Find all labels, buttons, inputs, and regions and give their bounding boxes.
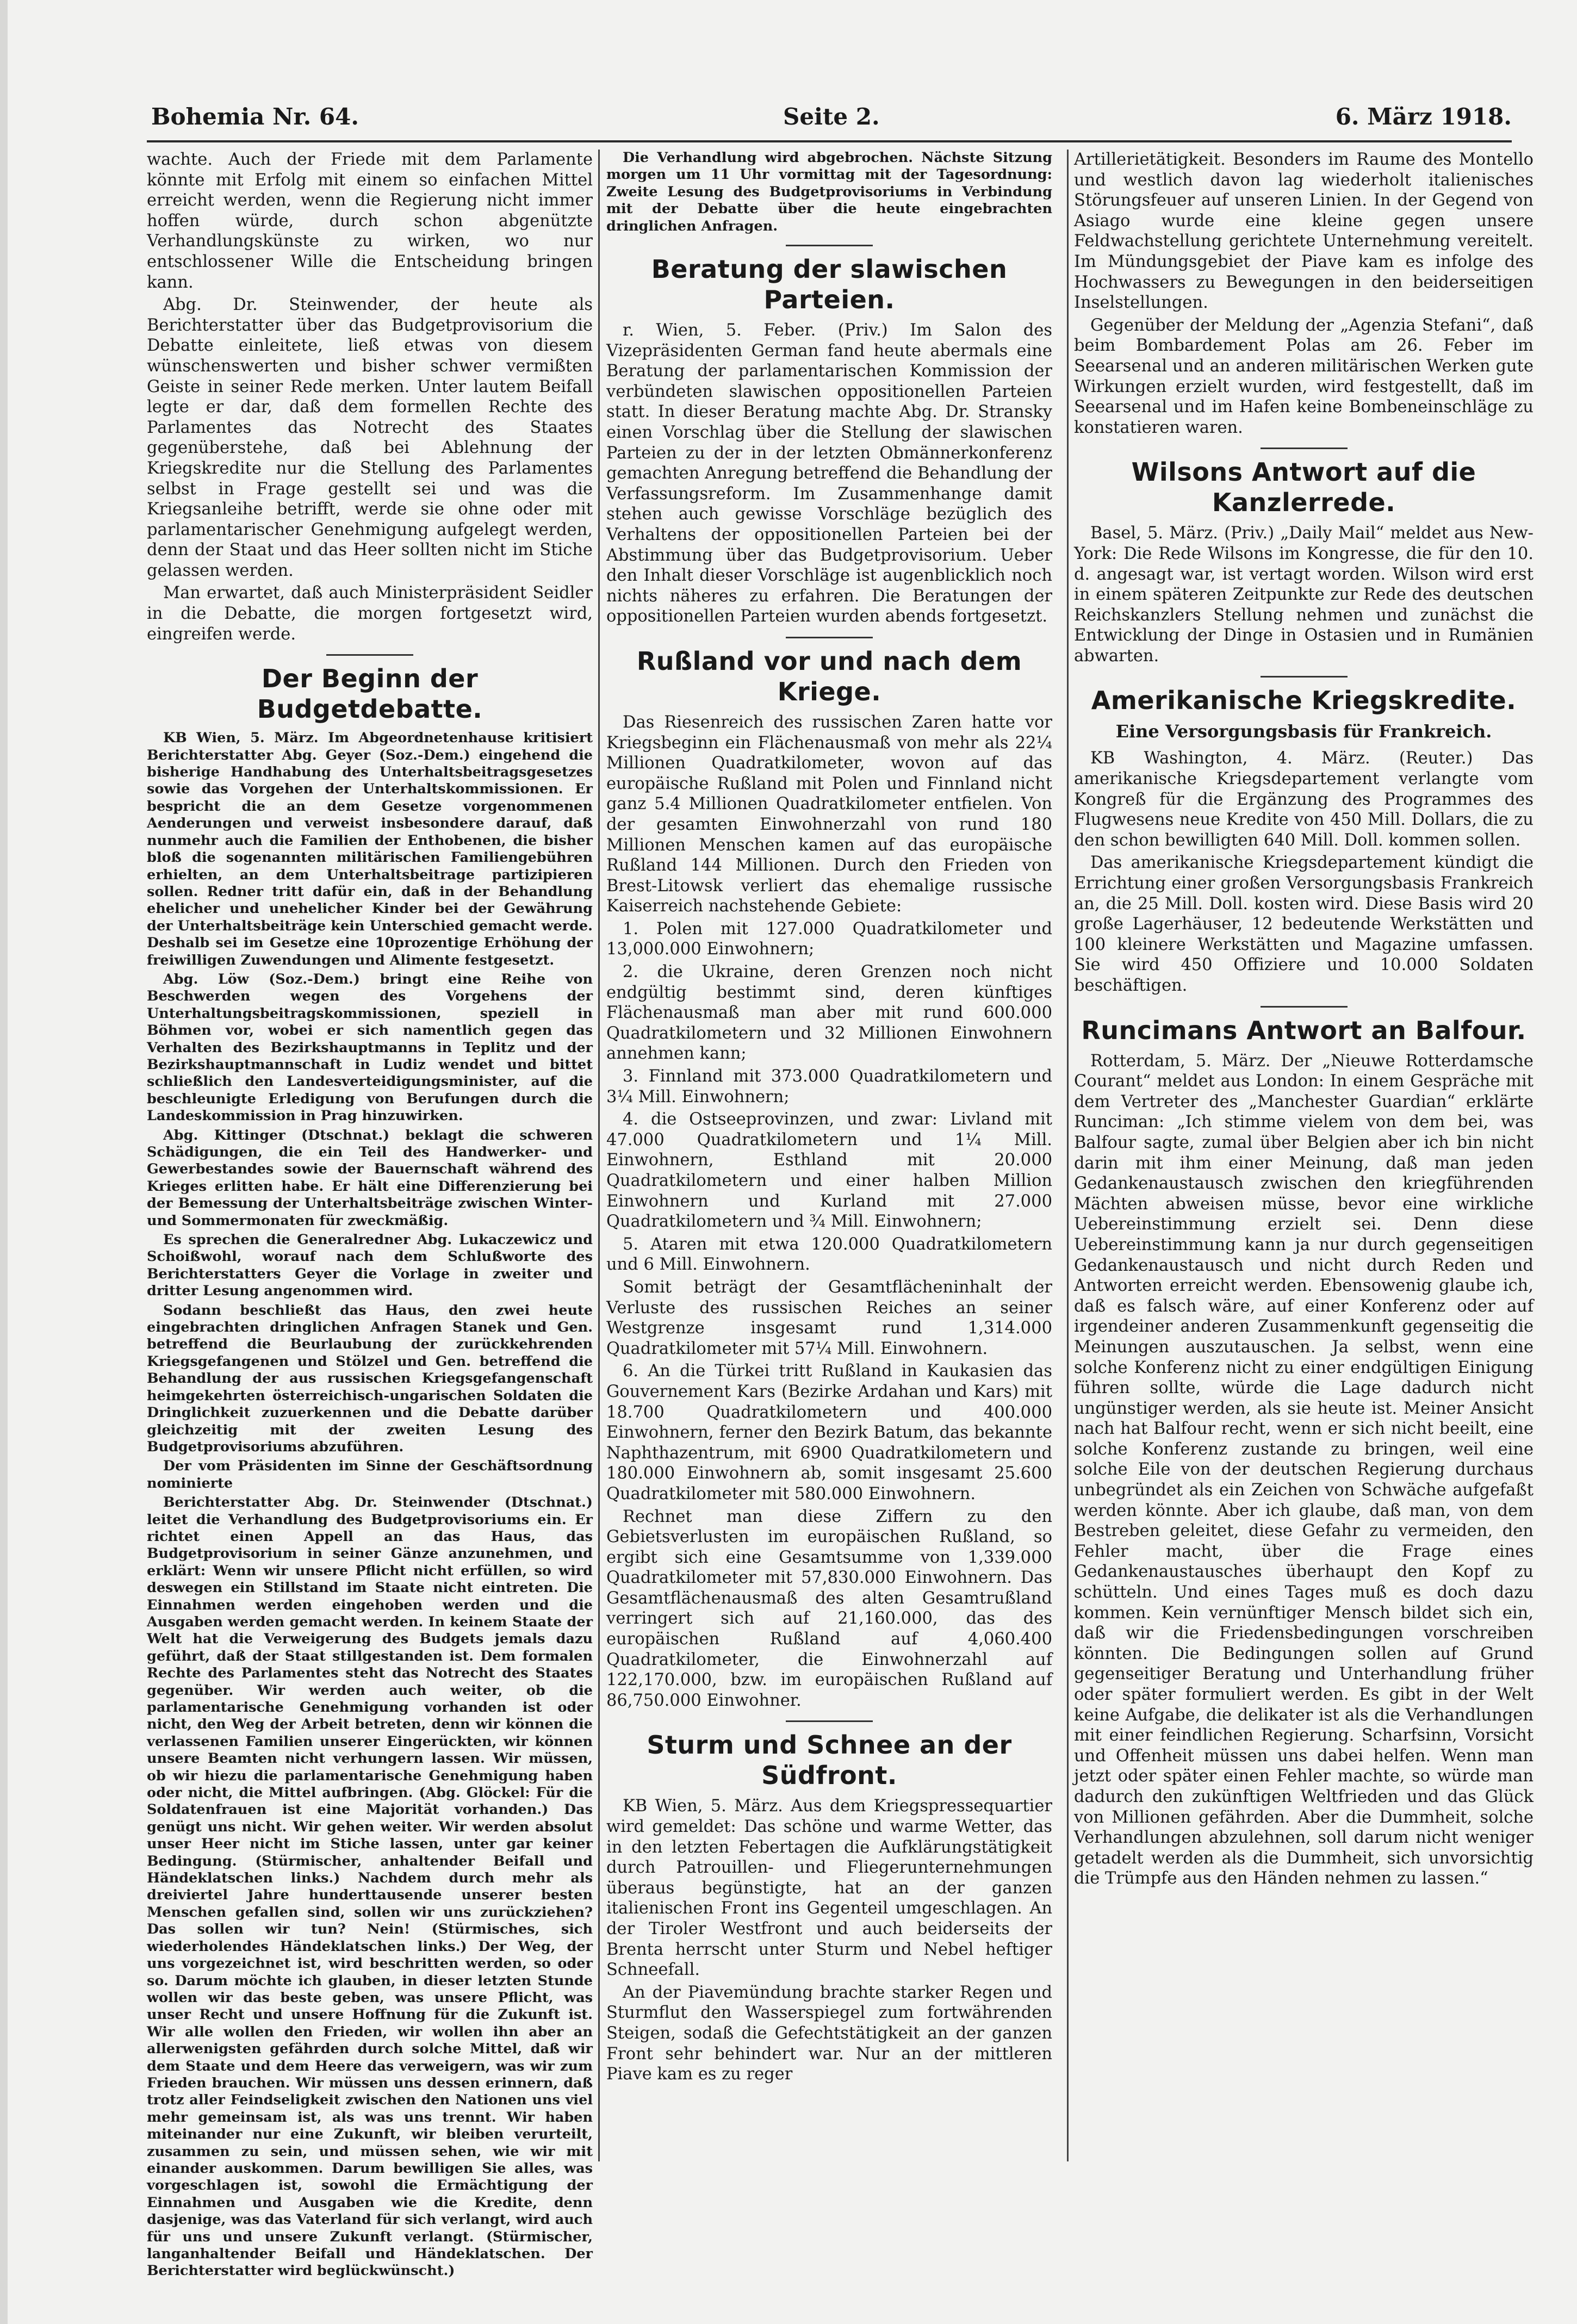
report-paragraph: Die Verhandlung wird abgebrochen. Nächste Sitzung morgen um 11 Uhr vormittag mit der Tagesordnung: Zweite Lesung des Budgetprovisoriums in Verbindung mit der Debatte über die heute eingebrachten dringlichen Anfragen. — [606, 150, 1052, 234]
page-edge — [0, 0, 8, 2324]
headline-budgetdebatte: Der Beginn der Budgetdebatte. — [257, 664, 483, 724]
headline-russland: Rußland vor und nach dem Kriege. — [636, 646, 1022, 706]
header-newspaper-issue: Bohemia Nr. 64. — [151, 103, 359, 130]
column-2 — [606, 150, 1052, 2172]
article-paragraph: Artillerietätigkeit. Besonders im Raume des Montello und westlich davon lag wiederholt italienisches Störungsfeuer auf unseren Linien. In der Gegend von Asiago wurde eine kleine gegen unsere Feldwachstellung gerichtete Unternehmung vereitelt. Im Mündungsgebiet der Piave kam es infolge des Hochwassers zu Bewegungen in den beiderseitigen Inselstellungen. — [1074, 150, 1533, 313]
headline-suedfront: Sturm und Schnee an der Südfront. — [647, 1730, 1012, 1791]
article-paragraph: KB Washington, 4. März. (Reuter.) Das amerikanische Kriegsdepartement verlangte vom Kongreß für die Ergänzung des Programmes des Flugwesens neue Kredite von 450 Mill. Dollars, die zu den schon bewilligten 640 Mill. Doll. kommen sollen. — [1074, 749, 1533, 850]
header-page-number: Seite 2. — [783, 103, 880, 130]
article-paragraph: KB Wien, 5. März. Aus dem Kriegspressequartier wird gemeldet: Das schöne und warme Wetter, das in den letzten Febertagen die Aufklärungstätigkeit durch Patrouillen- und Fliegerunternehmungen überaus begünstigte, hat an der ganzen italienischen Front ins Gegenteil umgeschlagen. An der Tiroler Westfront und auch beiderseits der Brenta herrscht unter Sturm und Nebel heftiger Schneefall. — [606, 1797, 1052, 1980]
section-separator — [326, 654, 413, 656]
section-separator — [1261, 448, 1348, 449]
section-separator — [1261, 676, 1348, 678]
article-paragraph: r. Wien, 5. Feber. (Priv.) Im Salon des Vizepräsidenten German fand heute abermals eine Beratung der parlamentarischen Kommission der verbündeten slawischen oppositionellen Parteien statt. In dieser Beratung machte Abg. Dr. Stransky einen Vorschlag über die Stellung der slawischen Parteien zu der in der letzten Obmännerkonferenz gemachten Anregung betreffend die Behandlung der Verfassungsreform. Im Zusammenhange damit stehen auch gewisse Vorschläge bezüglich des Verhaltens der oppositionellen Parteien bei der Abstimmung über das Budgetprovisorium. Ueber den Inhalt dieser Vorschläge ist augenblicklich noch nichts näheres zu erfahren. Die Beratungen der oppositionellen Parteien wurden abends fortgesetzt. — [606, 321, 1052, 626]
list-item: 4. die Ostseeprovinzen, und zwar: Livland mit 47.000 Quadratkilometern und 1¼ Mill. Einwohnern, Esthland mit 20.000 Quadratkilometern und einer halben Million Einwohnern und Kurland mit 27.000 Quadratkilometern und ¾ Mill. Einwohnern; — [606, 1110, 1052, 1232]
article-paragraph: Somit beträgt der Gesamtflächeninhalt der Verluste des russischen Reiches an seiner Westgrenze insgesamt rund 1,314.000 Quadratkilometer mit 57¼ Mill. Einwohnern. — [606, 1277, 1052, 1358]
report-paragraph: Abg. Kittinger (Dtschnat.) beklagt die schweren Schädigungen, die ein Teil des Handwerker- und Gewerbestandes sowie der Bauernschaft während des Krieges erlitten habe. Er hält eine Differenzierung bei der Bemessung der Unterhaltsbeiträge zwischen Winter- und Sommermonaten für zweckmäßig. — [147, 1127, 593, 1229]
column-1 — [147, 150, 593, 2279]
article-paragraph: Man erwartet, daß auch Ministerpräsident Seidler in die Debatte, die morgen fortgesetzt wird, eingreifen werde. — [147, 583, 593, 644]
header-rule — [147, 140, 1512, 142]
article-paragraph: Rechnet man diese Ziffern zu den Gebietsverlusten im europäischen Rußland, so ergibt sich eine Gesamtsumme von 1,339.000 Quadratkilometer mit 57,830.000 Einwohnern. Das Gesamtflächenausmaß des alten Gesamtrußland verringert sich auf 21,160.000, das des europäischen Rußland auf 4,060.400 Quadratkilometer, die Einwohnerzahl auf 122,170.000, bzw. im europäischen Rußland auf 86,750.000 Einwohner. — [606, 1507, 1052, 1710]
article-paragraph: Rotterdam, 5. März. Der „Nieuwe Rotterdamsche Courant“ meldet aus London: In einem Gespräche mit dem Vertreter des „Manchester Guardian“ erklärte Runciman: „Ich stimme vielem von dem bei, was Balfour sagte, zumal über Belgien aber ich bin nicht darin mit ihm einer Meinung, daß man jeden Gedankenaustausch zwischen den kriegführenden Mächten abweisen müsse, bevor eine wirkliche Uebereinstimmung erzielt sei. Denn diese Uebereinstimmung kann ja nur durch gegenseitigen Gedankenaustausch und nicht durch Reden und Antworten erreicht werden. Ebensowenig glaube ich, daß es falsch wäre, auf einer Konferenz oder auf irgendeiner anderen Zusammenkunft gegenseitig die Meinungen auszutauschen. Ja selbst, wenn eine solche Konferenz nicht zu einer endgültigen Einigung führen sollte, würde die Lage dadurch nicht ungünstiger werden, als sie heute ist. Meiner Ansicht nach hat Balfour recht, wenn er sich nicht beeilt, eine solche Konferenz zustande zu bringen, weil eine solche Eile von der deutschen Regierung durchaus unbegründet als ein Zeichen von Schwäche aufgefaßt werden könnte. Aber ich glaube, daß man, von dem Bestreben geleitet, diese Gefahr zu vermeiden, den Fehler macht, über die Frage eines Gedankenaustausches überhaupt den Kopf zu schütteln. Und eines Tages muß es doch dazu kommen. Kein vernünftiger Mensch bildet sich ein, daß wir die Friedensbedingungen vorschreiben könnten. Die Bedingungen sollen auf Grund gegenseitiger Beratung und Unterhandlung früher oder später formuliert werden. Es gibt in der Welt keine Aufgabe, die delikater ist als die Verhandlungen mit einer feindlichen Regierung. Scharfsinn, Vorsicht und Offenheit müssen uns dabei helfen. Wenn man jetzt oder später einen Fehler machte, so würde man dadurch den zukünftigen Weltfrieden und das Glück von Millionen gefährden. Aber die Dummheit, solche Verhandlungen abzulehnen, soll darum nicht weniger getadelt werden als die Dummheit, sich unvorsichtig die Trümpfe aus den Händen nehmen zu lassen.“ — [1074, 1051, 1533, 1888]
page-header — [125, 103, 1512, 141]
article-paragraph: wachte. Auch der Friede mit dem Parlamente könnte mit Erfolg mit einem so einfachen Mittel erreicht werden, wenn die Regierung nicht immer hoffen würde, durch schon abgenützte Verhandlungskünste zu wirken, wo nur entschlossener Wille die Entscheidung bringen kann. — [147, 150, 593, 292]
article-paragraph: Basel, 5. März. (Priv.) „Daily Mail“ meldet aus New-York: Die Rede Wilsons im Kongresse, die für den 10. d. angesagt war, ist vertagt worden. Wilson wird erst in einem späteren Zeitpunkte zur Rede des deutschen Reichskanzlers Stellung nehmen und zunächst die Entwicklung der Dinge in Ostasien und in Rumänien abwarten. — [1074, 524, 1533, 666]
list-item: 3. Finnland mit 373.000 Quadratkilometern und 3¼ Mill. Einwohnern; — [606, 1067, 1052, 1107]
header-date: 6. März 1918. — [1335, 103, 1512, 130]
headline-kriegskredite: Amerikanische Kriegskredite. — [1091, 686, 1517, 716]
section-separator — [786, 245, 873, 246]
list-item: 6. An die Türkei tritt Rußland in Kaukasien das Gouvernement Kars (Bezirke Ardahan und Kars) mit 18.700 Quadratkilometern und 400.000 Einwohnern, ferner den Bezirk Batum, das bekannte Naphthazentrum, mit 6900 Quadratkilometern und 180.000 Einwohnern ab, somit insgesamt 25.600 Quadratkilometer mit 580.000 Einwohnern. — [606, 1362, 1052, 1503]
report-paragraph: Abg. Löw (Soz.-Dem.) bringt eine Reihe von Beschwerden wegen des Vorgehens der Unterhaltungsbeitragskommissionen, speziell in Böhmen vor, wobei er sich namentlich gegen das Verhalten des Bezirkshauptmanns in Teplitz und der Bezirkshauptmannschaft in Ludiz wendet und bittet schließlich den Landesverteidigungsminister, auf die beschleunigte Erledigung von Berufungen durch die Landeskommission in Prag hinzuwirken. — [147, 971, 593, 1124]
article-paragraph: Abg. Dr. Steinwender, der heute als Berichterstatter über das Budgetprovisorium die Debatte einleitete, ließ etwas von diesem wünschenswerten und bisher schwer vermißten Geiste in seiner Rede merken. Unter lautem Beifall legte er dar, daß dem formellen Rechte des Parlamentes das Notrecht des Staates gegenüberstehe, daß bei Ablehnung der Kriegskredite nur die Stellung des Parlamentes selbst in Frage gestellt sei und was die Kriegsanleihe betrifft, werde sie ohne oder mit parlamentarischer Genehmigung aufgelegt werden, denn der Staat und das Heer sollten nicht im Stiche gelassen werden. — [147, 295, 593, 580]
article-paragraph: An der Piavemündung brachte starker Regen und Sturmflut den Wasserspiegel zum fortwährenden Steigen, sodaß die Gefechtstätigkeit an der ganzen Front sehr behindert war. Nur an der mittleren Piave kam es zu reger — [606, 1983, 1052, 2084]
report-paragraph: Der vom Präsidenten im Sinne der Geschäftsordnung nominierte — [147, 1458, 593, 1492]
report-paragraph: Berichterstatter Abg. Dr. Steinwender (Dtschnat.) leitet die Verhandlung des Budgetprovisoriums ein. Er richtet einen Appell an das Haus, das Budgetprovisorium in seiner Gänze anzunehmen, und erklärt: Wenn wir unsere Pflicht nicht erfüllen, so wird deswegen ein Stillstand im Staate nicht eintreten. Die Einnahmen werden eingehoben werden und die Ausgaben werden gemacht werden. In keinem Staate der Welt hat die Verweigerung des Budgets jemals dazu geführt, daß der Staat stillgestanden ist. Dem formalen Rechte des Parlamentes steht das Notrecht des Staates gegenüber. Wir werden auch weiter, ob die parlamentarische Genehmigung vorhanden ist oder nicht, den Weg der Arbeit betreten, denn wir können die verlassenen Familien unserer Eingerückten, wir können unsere Beamten nicht verhungern lassen. Wir müssen, ob wir hiezu die parlamentarische Genehmigung haben oder nicht, die Mittel aufbringen. (Abg. Glöckel: Für die Soldatenfrauen ist eine Majorität vorhanden.) Das genügt uns nicht. Wir gehen weiter. Wir werden absolut unser Heer nicht im Stiche lassen, unter gar keiner Bedingung. (Stürmischer, anhaltender Beifall und Händeklatschen links.) Nachdem durch mehr als dreiviertel Jahre hunderttausende unserer besten Menschen gefallen sind, sollen wir uns zurückziehen? Das sollen wir tun? Nein! (Stürmisches, sich wiederholendes Händeklatschen links.) Der Weg, der uns vorgezeichnet ist, wird beschritten werden, so oder so. Darum möchte ich glauben, in dieser letzten Stunde wollen wir das beste geben, was unsere Pflicht, was unser Recht und unsere Hoffnung für die Zukunft ist. Wir alle wollen den Frieden, wir wollen ihn aber an allerwenigsten gefährden durch solche Mittel, daß wir dem Staate und dem Heere das verweigern, was wir zum Frieden brauchen. Wir müssen uns dessen erinnern, daß trotz aller Feindseligkeit zwischen den Nationen uns viel mehr gemeinsam ist, als was uns trennt. Wir haben miteinander nur eine Zukunft, wir bleiben verurteilt, zusammen zu sein, und müssen sehen, wie wir mit einander auskommen. Darum bewilligen Sie alles, was vorgeschlagen ist, sowohl die Ermächtigung der Einnahmen und Ausgaben wie die Kredite, denn dasjenige, was das Vaterland für sich verlangt, wird auch für uns und unsere Zukunft verlangt. (Stürmischer, langanhaltender Beifall und Händeklatschen. Der Berichterstatter wird beglückwünscht.) — [147, 1494, 593, 2279]
report-paragraph: Es sprechen die Generalredner Abg. Lukaczewicz und Schoißwohl, worauf nach dem Schlußworte des Berichterstatters Geyer die Vorlage in zweiter und dritter Lesung angenommen wird. — [147, 1232, 593, 1300]
subheadline-versorgungsbasis: Eine Versorgungsbasis für Frankreich. — [1115, 721, 1492, 742]
column-rule-1 — [598, 150, 600, 2161]
article-paragraph: Das Riesenreich des russischen Zaren hatte vor Kriegsbeginn ein Flächenausmaß von mehr als 22¼ Millionen Quadratkilometer, wovon auf das europäische Rußland mit Polen und Finnland nicht ganz 5.4 Millionen Quadratkilometer entfielen. Von der gesamten Einwohnerzahl von rund 180 Millionen Menschen kamen auf das europäische Rußland 144 Millionen. Durch den Frieden von Brest-Litowsk verliert das ehemalige russische Kaiserreich nachstehende Gebiete: — [606, 712, 1052, 916]
article-paragraph: Das amerikanische Kriegsdepartement kündigt die Errichtung einer großen Versorgungsbasis Frankreich an, die 25 Mill. Doll. kosten wird. Diese Basis wird 20 große Lagerhäuser, 12 bedeutende Werkstätten und 100 kleinere Werkstätten und Magazine umfassen. Sie wird 450 Offiziere und 10.000 Soldaten beschäftigen. — [1074, 853, 1533, 995]
headline-wilson: Wilsons Antwort auf die Kanzlerrede. — [1131, 457, 1476, 518]
list-item: 5. Ataren mit etwa 120.000 Quadratkilometern und 6 Mill. Einwohnern. — [606, 1234, 1052, 1275]
column-3 — [1074, 150, 1533, 2172]
article-paragraph: Gegenüber der Meldung der „Agenzia Stefani“, daß beim Bombardement Polas am 26. Feber im Seearsenal und an anderen militärischen Werken gute Wirkungen erzielt wurden, wird festgestellt, daß im Seearsenal und im Hafen keine Bombeneinschläge zu konstatieren waren. — [1074, 315, 1533, 437]
headline-runciman: Runcimans Antwort an Balfour. — [1081, 1015, 1526, 1045]
section-separator — [786, 637, 873, 638]
section-separator — [1261, 1006, 1348, 1008]
report-paragraph: Sodann beschließt das Haus, den zwei heute eingebrachten dringlichen Anfragen Stanek und Gen. betreffend die Beurlaubung der zurückkehrenden Kriegsgefangenen und Stölzel und Gen. betreffend die Behandlung der aus russischen Kriegsgefangenschaft heimgekehrten österreichisch-ungarischen Soldaten die Dringlichkeit zuzuerkennen und die Debatte darüber gleichzeitig mit der zweiten Lesung des Budgetprovisoriums abzuführen. — [147, 1302, 593, 1455]
list-item: 1. Polen mit 127.000 Quadratkilometer und 13,000.000 Einwohnern; — [606, 919, 1052, 959]
column-rule-2 — [1067, 150, 1069, 2161]
headline-slawische-parteien: Beratung der slawischen Parteien. — [651, 254, 1008, 315]
section-separator — [786, 1720, 873, 1722]
report-paragraph: KB Wien, 5. März. Im Abgeordnetenhause kritisiert Berichterstatter Abg. Geyer (Soz.-Dem.) eingehend die bisherige Handhabung des Unterhaltsbeitragsgesetzes sowie das Vorgehen der Unterhaltskommissionen. Er bespricht die an dem Gesetze vorgenommenen Aenderungen und verweist insbesondere darauf, daß nunmehr auch die Familien der Enthobenen, die bisher bloß die sogenannten militärischen Familiengebühren erhielten, an dem Unterhaltsbeitrage partizipieren sollen. Redner tritt dafür ein, daß in der Behandlung ehelicher und unehelicher Kinder bei der Gewährung der Unterhaltsbeiträge kein Unterschied gemacht werde. Deshalb sei im Gesetze eine 10prozentige Erhöhung der freiwilligen Zuwendungen und Alimente festgesetzt. — [147, 730, 593, 968]
list-item: 2. die Ukraine, deren Grenzen noch nicht endgültig bestimmt sind, deren künftiges Flächenausmaß man aber mit rund 600.000 Quadratkilometern und 32 Millionen Einwohnern annehmen kann; — [606, 962, 1052, 1064]
